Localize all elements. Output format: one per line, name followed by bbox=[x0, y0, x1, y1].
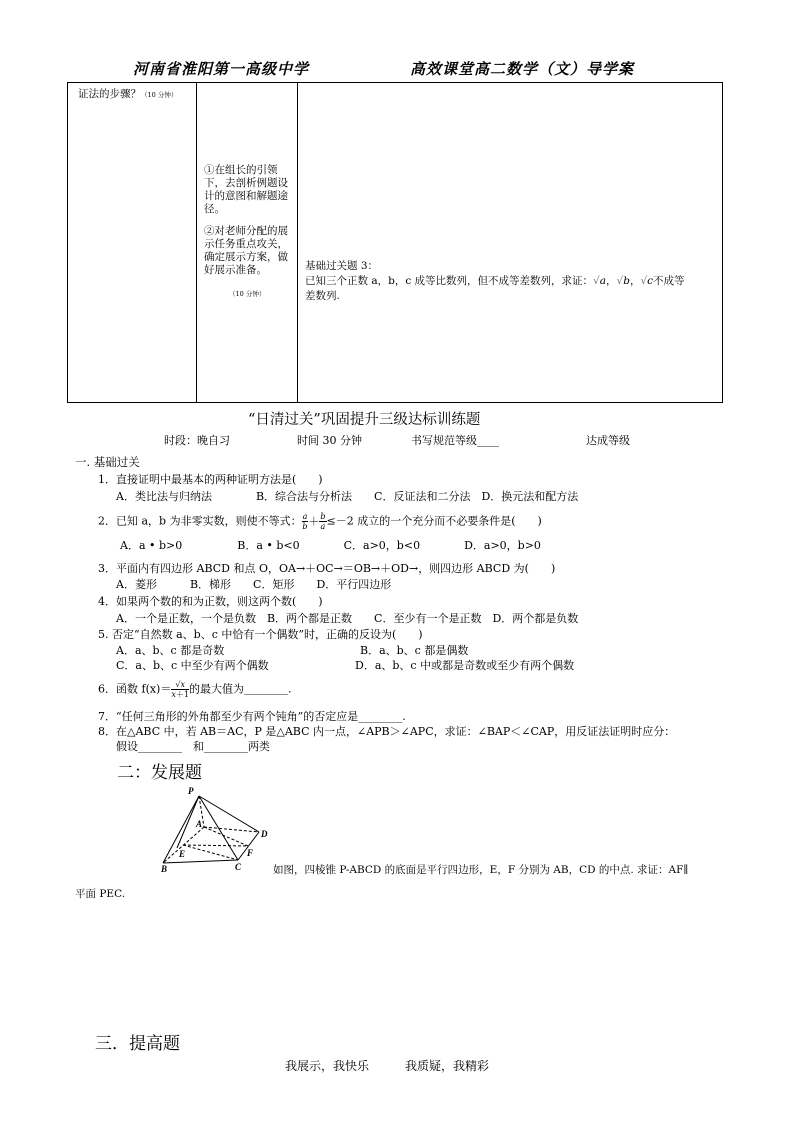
subject-title: 高效课堂高二数学（文）导学案 bbox=[410, 60, 635, 78]
meta-time: 时间 30 分钟 bbox=[297, 434, 362, 447]
part2-title: 二：发展题 bbox=[117, 763, 202, 783]
q3-stem-a: 3．平面内有四边形 ABCD 和点 O， bbox=[98, 562, 279, 575]
instruction-2: ②对老师分配的展示任务重点攻关，确定展示方案，做好展示准备。 bbox=[204, 225, 288, 276]
pyramid-figure bbox=[155, 782, 275, 874]
q3-stem bbox=[98, 562, 555, 576]
label-F: F bbox=[247, 848, 254, 858]
q6-stem bbox=[98, 680, 291, 699]
q5-option-a: A．a、b、c 都是奇数 bbox=[116, 644, 225, 657]
section-title: “日清过关”巩固提升三级达标训练题 bbox=[248, 412, 481, 428]
footer-slogan: 我展示，我快乐 我质疑，我精彩 bbox=[285, 1059, 490, 1073]
label-P: P bbox=[188, 786, 194, 796]
q7-stem: 7．“任何三角形的外角都至少有两个钝角”的否定应是________. bbox=[98, 710, 406, 723]
instruction-1: ①在组长的引领下，去剖析例题设计的意图和解题途径。 bbox=[204, 164, 288, 215]
q2-fraction: $\frac{a}{b}$ ＋ $\frac{b}{a}$ bbox=[302, 512, 326, 531]
label-A: A bbox=[196, 819, 203, 829]
q5-option-d: D．a、b、c 中或都是奇数或至少有两个偶数 bbox=[355, 659, 575, 672]
part3-title: 三．提高题 bbox=[95, 1034, 180, 1054]
q6-fraction: $\frac{√x}{x+1}$ bbox=[171, 680, 189, 699]
q3-vector-equation: OA→＋OC→＝OB→＋OD→ bbox=[278, 562, 419, 575]
instruction-time: （10 分钟） bbox=[229, 290, 266, 298]
steps-title: 证法的步骤？ bbox=[78, 88, 141, 100]
exercise-text-c: 差数列. bbox=[305, 290, 340, 302]
exercise-text-a: 已知三个正数 a，b，c 成等比数列，但不成等差数列，求证： bbox=[305, 275, 594, 287]
q4-options: A．一个是正数，一个是负数 B．两个都是正数 C．至少有一个是正数 D．两个都是负数 bbox=[116, 612, 579, 625]
instructions-cell bbox=[197, 83, 298, 403]
q3-options: A．菱形 B．梯形 C．矩形 D．平行四边形 bbox=[116, 578, 392, 591]
label-B: B bbox=[161, 864, 168, 874]
label-E: E bbox=[179, 849, 186, 859]
q5-option-c: C．a、b、c 中至少有两个偶数 bbox=[116, 659, 269, 672]
guide-table bbox=[67, 82, 723, 403]
q8-line2: 假设________ 和________两类 bbox=[116, 740, 270, 753]
meta-period: 时段：晚自习 bbox=[164, 434, 230, 447]
q5-option-b: B．a、b、c 都是偶数 bbox=[360, 644, 469, 657]
q8-stem: 8．在△ABC 中，若 AB＝AC，P 是△ABC 内一点，∠APB＞∠APC，求证：∠BAP＜∠CAP，用反证法证明时应分： bbox=[98, 725, 676, 738]
label-C: C bbox=[235, 862, 242, 872]
exercise-cell bbox=[298, 83, 723, 403]
exercise-text-b: 不成等 bbox=[653, 275, 685, 287]
q1-stem: 1．直接证明中最基本的两种证明方法是( ) bbox=[98, 473, 323, 486]
q2-stem-a: 2．已知 a，b 为非零实数，则使不等式： bbox=[98, 514, 302, 528]
meta-writing: 书写规范等级____ bbox=[411, 434, 499, 447]
q2-stem-b: ≤－2 成立的一个充分而不必要条件是( ) bbox=[326, 514, 542, 528]
exercise-title: 基础过关题 3： bbox=[305, 260, 379, 272]
steps-cell bbox=[68, 83, 197, 403]
meta-level: 达成等级 bbox=[586, 434, 630, 447]
sqrt-abc: √a，√b，√c bbox=[593, 275, 654, 287]
q4-stem: 4．如果两个数的和为正数，则这两个数( ) bbox=[98, 595, 323, 608]
q2-stem bbox=[98, 512, 542, 531]
q6-stem-b: 的最大值为________. bbox=[188, 682, 292, 696]
q1-options: A．类比法与归纳法 B．综合法与分析法 C．反证法和二分法 D．换元法和配方法 bbox=[116, 490, 579, 503]
part2-text-a: 如图，四棱锥 P-ABCD 的底面是平行四边形，E，F 分别为 AB，CD 的中点. 求证：AF∥ bbox=[273, 864, 689, 876]
part1-title: 一. 基础过关 bbox=[75, 455, 140, 469]
part2-text-b: 平面 PEC. bbox=[75, 888, 126, 900]
school-name: 河南省淮阳第一高级中学 bbox=[133, 60, 310, 78]
q5-stem: 5. 否定“自然数 a、b、c 中恰有一个偶数”时，正确的反设为( ) bbox=[98, 628, 423, 641]
q2-options: A．a • b>0 B．a • b<0 C．a>0，b<0 D．a>0，b>0 bbox=[120, 539, 541, 552]
q3-stem-b: ，则四边形 ABCD 为( ) bbox=[418, 562, 556, 575]
q6-stem-a: 6．函数 f(x)＝ bbox=[98, 682, 172, 696]
steps-time: （10 分钟） bbox=[141, 91, 178, 99]
label-D: D bbox=[261, 829, 268, 839]
